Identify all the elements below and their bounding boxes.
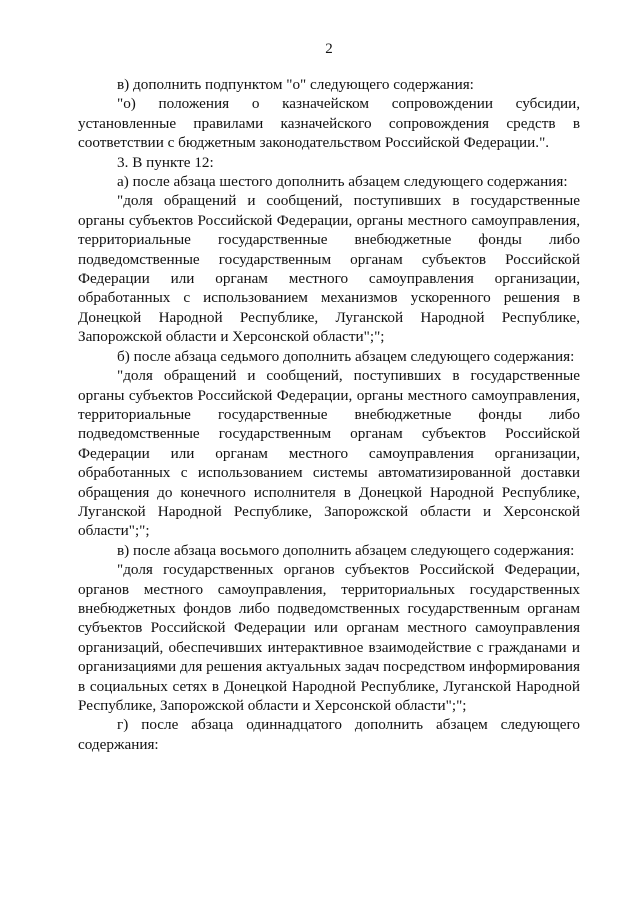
page-number: 2 [325,41,333,57]
paragraph-amend-v: в) после абзаца восьмого дополнить абзацем следующего содержания: [117,541,575,559]
paragraph-amend-a: а) после абзаца шестого дополнить абзацем следующего содержания: [117,173,568,191]
paragraph-amend-b-text: "доля обращений и сообщений, поступивших в государственные органы субъектов Российской Федерации, органы местного самоуправления, территориальные государственные внебюджетные фонды либо подведомственные государственным органам субъектов Российской Федерации или органам местного самоуправления организации, обработанных с использованием системы автоматизированной доставки обращения до конечного исполнителя в Донецкой Народной Республике, Луганской Народной Республике, Запорожской области и Херсонской области";"; [78,367,580,540]
paragraph-amend-a-text: "доля обращений и сообщений, поступивших в государственные органы субъектов Российской Федерации, органы местного самоуправления, территориальные государственные внебюджетные фонды либо подведомственные государственным органам субъектов Российской Федерации или органам местного самоуправления организации, обработанных с использованием механизмов ускоренного решения в Донецкой Народной Республике, Луганской Народной Республике, Запорожской области и Херсонской области";"; [78,192,580,346]
paragraph-amend-v-text: "доля государственных органов субъектов Российской Федерации, органов местного самоуправления, территориальных государственных внебюджетных фондов либо подведомственных государственным органам субъектов Российской Федерации или органам местного самоуправления организаций, обеспечивших интерактивное взаимодействие с гражданами и организациями для решения актуальных задач посредством информирования в социальных сетях в Донецкой Народной Республике, Луганской Народной Республике, Запорожской области и Херсонской области";"; [78,561,580,714]
paragraph-amend-subclause-v: в) дополнить подпунктом "о" следующего содержания: [117,76,474,93]
paragraph-amend-b: б) после абзаца седьмого дополнить абзацем следующего содержания: [117,347,575,365]
paragraph-subclause-o-text: "о) положения о казначейском сопровождении субсидии, установленные правилами казначейского сопровождения средств в соответствии с бюджетным законодательством Российской Федерации.". [78,95,580,152]
paragraph-item-12-heading: 3. В пункте 12: [117,153,214,171]
document-body [78,75,580,754]
paragraph-amend-g: г) после абзаца одиннадцатого дополнить абзацем следующего содержания: [78,716,580,753]
